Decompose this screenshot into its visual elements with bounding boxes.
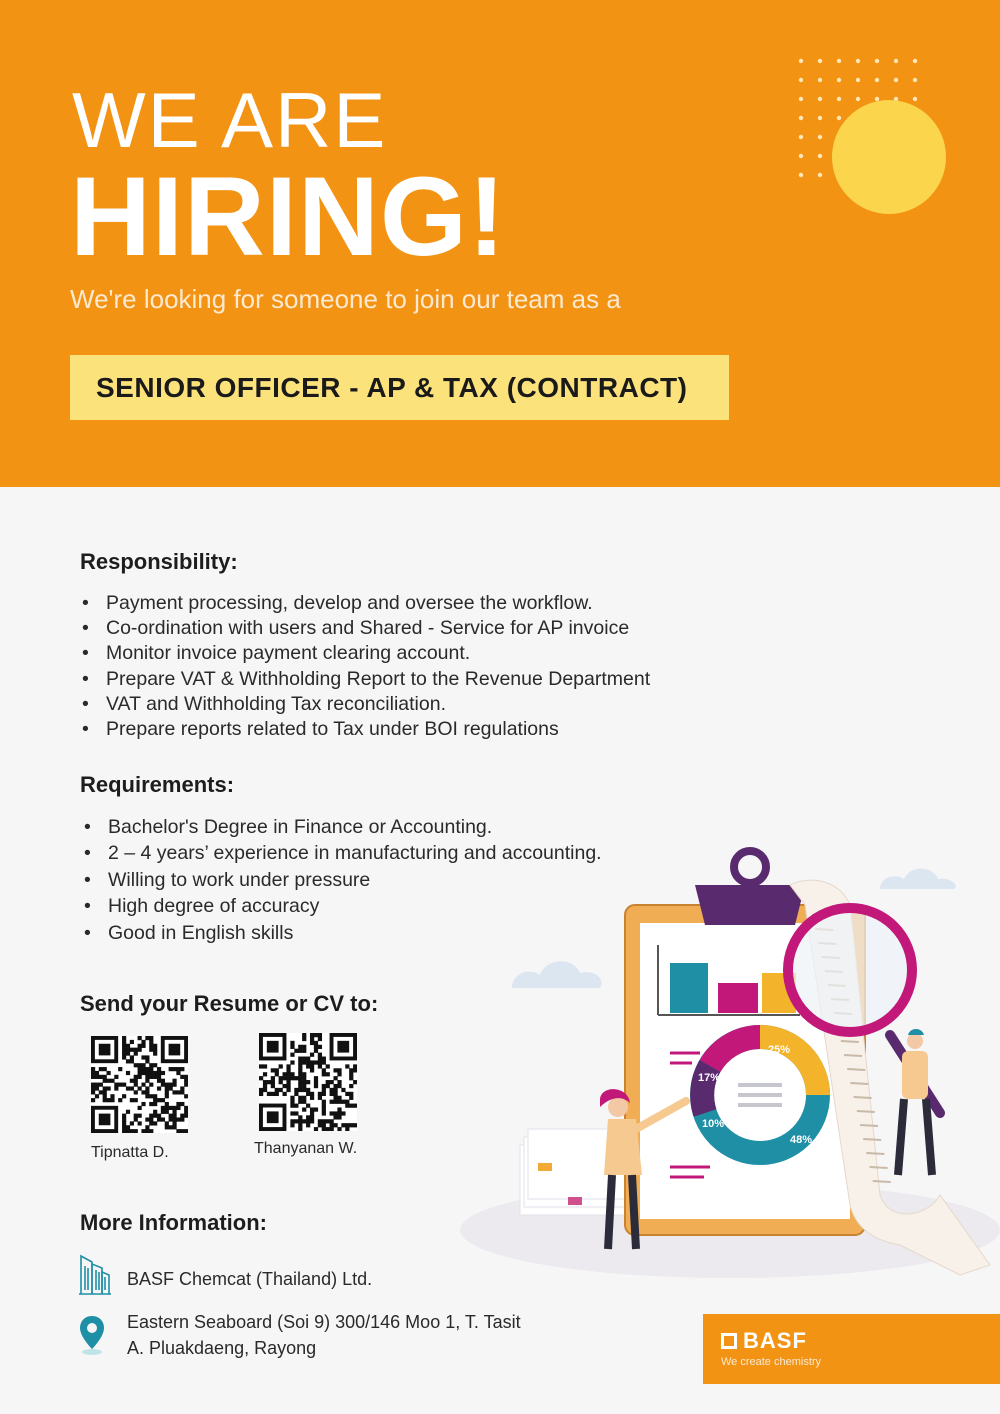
- position-title-box: [70, 355, 729, 420]
- basf-logo: [721, 1328, 807, 1354]
- address-line-2: A. Pluakdaeng, Rayong: [127, 1338, 317, 1358]
- hero-subtitle: We're looking for someone to join our team as a: [70, 284, 621, 314]
- list-item: • Bachelor's Degree in Finance or Accounting.: [84, 814, 602, 840]
- basf-logo-text: BASF: [743, 1328, 807, 1353]
- requirements-heading: Requirements:: [80, 772, 235, 797]
- clipboard-illustration: [460, 845, 1000, 1285]
- company-name: BASF Chemcat (Thailand) Ltd.: [127, 1269, 373, 1289]
- decorative-circle: [832, 100, 946, 214]
- responsibility-heading: Responsibility:: [80, 549, 238, 574]
- list-item: • Prepare reports related to Tax under BOI regulations: [82, 717, 650, 742]
- list-item: • Co-ordination with users and Shared - Service for AP invoice: [82, 616, 650, 641]
- list-item: • Good in English skills: [84, 920, 602, 946]
- contact-name: Tipnatta D.: [91, 1144, 169, 1161]
- chart-label: 25%: [768, 1044, 791, 1056]
- chart-label: 48%: [790, 1134, 813, 1146]
- qr-code-icon[interactable]: [259, 1033, 357, 1131]
- resume-heading: Send your Resume or CV to:: [80, 991, 379, 1016]
- responsibility-list: [82, 591, 650, 742]
- headline-we-are: WE ARE: [72, 76, 388, 164]
- building-icon: [78, 1254, 112, 1296]
- list-item: • Payment processing, develop and oversee the workflow.: [82, 591, 650, 616]
- basf-logo-box: [703, 1314, 1000, 1384]
- chart-label: 17%: [698, 1072, 721, 1084]
- chart-label: 10%: [702, 1118, 725, 1130]
- location-pin-icon: [78, 1314, 106, 1356]
- basf-tagline: We create chemistry: [721, 1356, 822, 1368]
- list-item: • Prepare VAT & Withholding Report to the Revenue Department: [82, 667, 650, 692]
- qr-code-icon[interactable]: [91, 1036, 188, 1133]
- headline-hiring: HIRING!: [70, 154, 507, 279]
- more-info-heading: More Information:: [80, 1210, 267, 1235]
- list-item: • 2 – 4 years’ experience in manufacturing and accounting.: [84, 840, 602, 866]
- position-title: SENIOR OFFICER - AP & TAX (CONTRACT): [96, 371, 688, 403]
- contact-name: Thanyanan W.: [254, 1140, 358, 1157]
- list-item: • High degree of accuracy: [84, 893, 602, 919]
- hero-banner: [0, 0, 1000, 487]
- address-line-1: Eastern Seaboard (Soi 9) 300/146 Moo 1, T. Tasit: [127, 1312, 521, 1332]
- list-item: • VAT and Withholding Tax reconciliation.: [82, 692, 650, 717]
- basf-logo-mark: [721, 1333, 737, 1349]
- list-item: • Willing to work under pressure: [84, 867, 602, 893]
- list-item: • Monitor invoice payment clearing account.: [82, 641, 650, 666]
